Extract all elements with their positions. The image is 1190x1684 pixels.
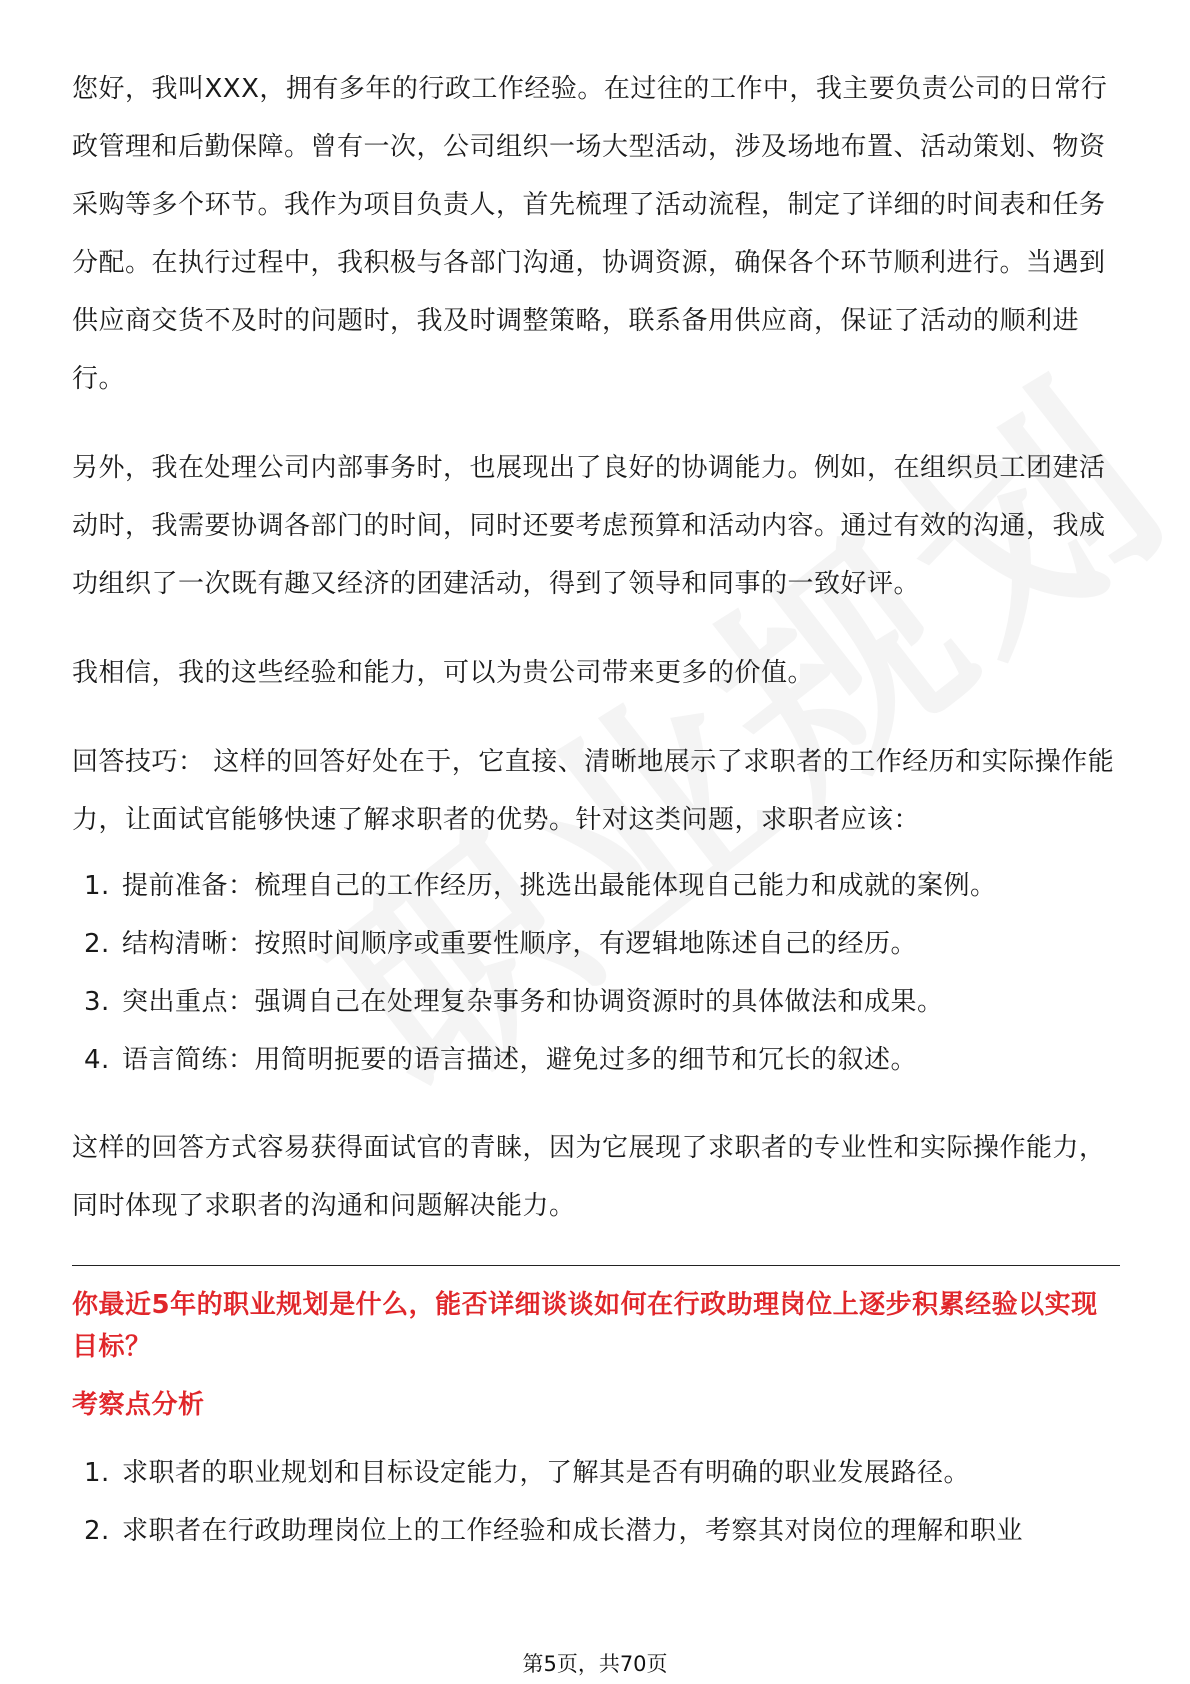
list-item: 1. 求职者的职业规划和目标设定能力，了解其是否有明确的职业发展路径。 xyxy=(84,1458,971,1488)
paragraph-value: 我相信，我的这些经验和能力，可以为贵公司带来更多的价值。 xyxy=(72,658,815,688)
analysis-list xyxy=(72,1444,1120,1560)
interview-question: 你最近5年的职业规划是什么，能否详细谈谈如何在行政助理岗位上逐步积累经验以实现目标？ xyxy=(72,1290,1098,1362)
tips-list xyxy=(72,857,1120,1089)
paragraph-experience: 您好，我叫XXX，拥有多年的行政工作经验。在过往的工作中，我主要负责公司的日常行政管理和后勤保障。曾有一次，公司组织一场大型活动，涉及场地布置、活动策划、物资采购等多个环节。我作为项目负责人，首先梳理了活动流程，制定了详细的时间表和任务分配。在执行过程中，我积极与各部门沟通，协调资源，确保各个环节顺利进行。当遇到供应商交货不及时的问题时，我及时调整策略，联系备用供应商，保证了活动的顺利进行。 xyxy=(72,74,1108,394)
paragraph-answer-tips: 回答技巧： 这样的回答好处在于，它直接、清晰地展示了求职者的工作经历和实际操作能力，让面试官能够快速了解求职者的优势。针对这类问题，求职者应该： xyxy=(72,747,1115,835)
list-item: 2. 求职者在行政助理岗位上的工作经验和成长潜力，考察其对岗位的理解和职业 xyxy=(84,1516,1024,1546)
list-item: 1. 提前准备：梳理自己的工作经历，挑选出最能体现自己能力和成就的案例。 xyxy=(84,871,997,901)
paragraph-closing: 这样的回答方式容易获得面试官的青睐，因为它展现了求职者的专业性和实际操作能力，同时体现了求职者的沟通和问题解决能力。 xyxy=(72,1133,1106,1221)
paragraph-coordination: 另外，我在处理公司内部事务时，也展现出了良好的协调能力。例如，在组织员工团建活动时，我需要协调各部门的时间，同时还要考虑预算和活动内容。通过有效的沟通，我成功组织了一次既有趣又经济的团建活动，得到了领导和同事的一致好评。 xyxy=(72,453,1106,599)
list-item: 3. 突出重点：强调自己在处理复杂事务和协调资源时的具体做法和成果。 xyxy=(84,987,944,1017)
section-divider xyxy=(72,1265,1120,1266)
page-number-footer: 第5页，共70页 xyxy=(522,1652,668,1676)
list-item: 2. 结构清晰：按照时间顺序或重要性顺序，有逻辑地陈述自己的经历。 xyxy=(84,929,918,959)
list-item: 4. 语言简练：用简明扼要的语言描述，避免过多的细节和冗长的叙述。 xyxy=(84,1045,918,1075)
analysis-heading: 考察点分析 xyxy=(72,1390,205,1420)
page-content xyxy=(72,60,1120,1560)
